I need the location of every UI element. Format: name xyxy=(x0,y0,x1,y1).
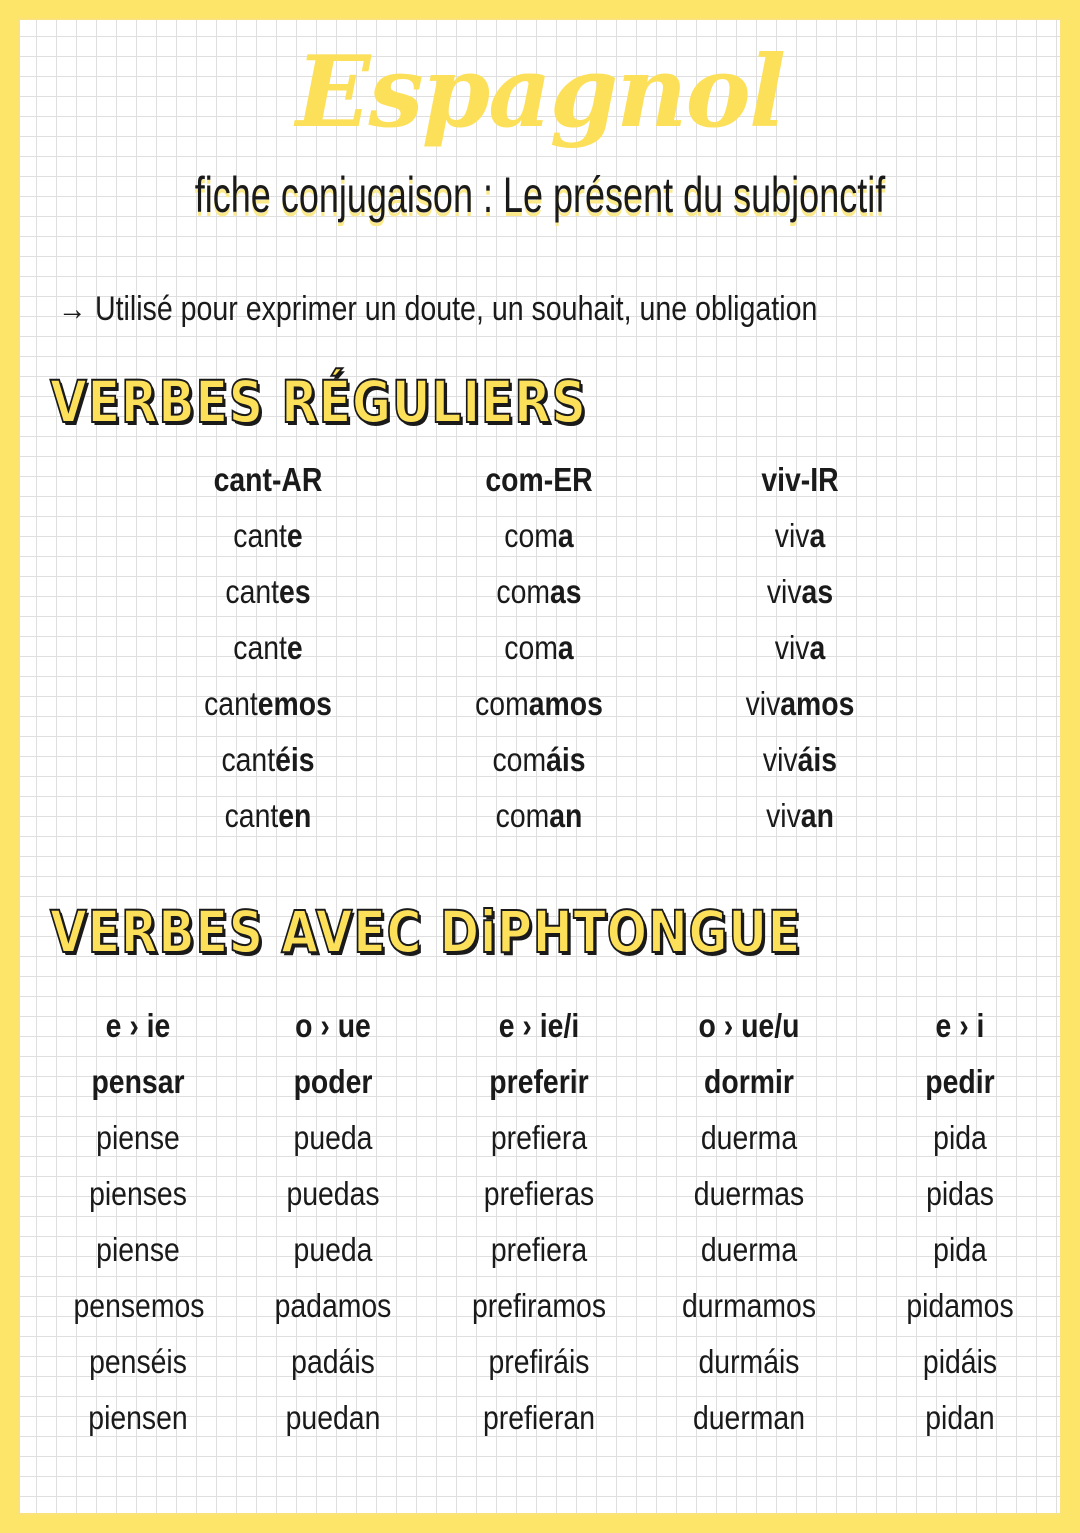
conjugation-form: duerma xyxy=(700,1231,798,1268)
conjugation-form: vivas xyxy=(766,573,834,610)
conjugation-form: pueda xyxy=(293,1231,373,1268)
conjugation-form: padamos xyxy=(274,1287,392,1324)
conjugation-form: piensen xyxy=(88,1399,188,1436)
diphthong-column-o-ue-u xyxy=(676,998,822,1446)
infinitive: dormir xyxy=(704,1063,794,1100)
infinitive: pedir xyxy=(925,1063,995,1100)
conjugation-form: pueda xyxy=(293,1119,373,1156)
column-header: e › i xyxy=(935,1007,985,1044)
conjugation-form: cantéis xyxy=(221,741,315,778)
conjugation-form: pensemos xyxy=(73,1287,205,1324)
column-header: o › ue xyxy=(295,1007,371,1044)
regular-column-er xyxy=(453,452,625,844)
conjugation-form: piense xyxy=(96,1119,180,1156)
conjugation-form: cante xyxy=(233,629,303,666)
section-title-diphthong: VERBES AVEC DiPHTONGUE xyxy=(50,898,802,966)
conjugation-form: duermas xyxy=(693,1175,805,1212)
conjugation-form: prefiráis xyxy=(488,1343,590,1380)
column-header: o › ue/u xyxy=(698,1007,800,1044)
column-header: com-ER xyxy=(485,461,593,498)
arrow-right-icon: → xyxy=(58,290,87,328)
page-title: Espagnol xyxy=(295,35,785,150)
section-title-regular: VERBES RÉGULIERS xyxy=(50,368,587,436)
conjugation-form: durmáis xyxy=(698,1343,800,1380)
diphthong-column-e-ie xyxy=(74,998,203,1446)
conjugation-form: viva xyxy=(774,629,826,666)
conjugation-form: puedan xyxy=(285,1399,381,1436)
column-header: viv-IR xyxy=(761,461,839,498)
infinitive: pensar xyxy=(91,1063,185,1100)
column-header: e › ie xyxy=(105,1007,171,1044)
worksheet-page xyxy=(18,18,1062,1515)
conjugation-form: cantes xyxy=(225,573,311,610)
conjugation-form: comáis xyxy=(492,741,586,778)
conjugation-form: cante xyxy=(233,517,303,554)
column-header: e › ie/i xyxy=(498,1007,580,1044)
conjugation-form: prefieran xyxy=(482,1399,596,1436)
conjugation-form: pienses xyxy=(89,1175,187,1212)
conjugation-form: vivan xyxy=(766,797,834,834)
infinitive: poder xyxy=(293,1063,373,1100)
conjugation-form: piense xyxy=(96,1231,180,1268)
conjugation-form: pidamos xyxy=(906,1287,1014,1324)
conjugation-form: pidan xyxy=(925,1399,995,1436)
diphthong-column-e-i xyxy=(896,998,1025,1446)
conjugation-form: coma xyxy=(504,629,574,666)
conjugation-form: vivamos xyxy=(745,685,855,722)
conjugation-form: padáis xyxy=(291,1343,375,1380)
usage-note-text: Utilisé pour exprimer un doute, un souhait, une obligation xyxy=(94,290,818,328)
conjugation-form: canten xyxy=(224,797,312,834)
conjugation-form: coman xyxy=(495,797,583,834)
conjugation-form: durmamos xyxy=(681,1287,817,1324)
conjugation-form: prefiramos xyxy=(471,1287,607,1324)
diphthong-column-e-ie-i xyxy=(466,998,612,1446)
page-subtitle: fiche conjugaison : Le présent du subjonctif xyxy=(194,167,886,223)
conjugation-form: duerman xyxy=(692,1399,806,1436)
conjugation-form: viva xyxy=(774,517,826,554)
conjugation-form: prefiera xyxy=(490,1119,588,1156)
column-header: cant-AR xyxy=(213,461,323,498)
conjugation-form: pida xyxy=(933,1231,987,1268)
conjugation-form: viváis xyxy=(762,741,838,778)
regular-column-ir xyxy=(714,452,886,844)
conjugation-form: comas xyxy=(496,573,582,610)
conjugation-form: duerma xyxy=(700,1119,798,1156)
conjugation-form: prefiera xyxy=(490,1231,588,1268)
conjugation-form: pidáis xyxy=(922,1343,998,1380)
conjugation-form: pida xyxy=(933,1119,987,1156)
diphthong-column-o-ue xyxy=(269,998,398,1446)
conjugation-form: comamos xyxy=(475,685,603,722)
conjugation-form: cantemos xyxy=(204,685,332,722)
conjugation-form: prefieras xyxy=(483,1175,595,1212)
conjugation-form: puedas xyxy=(286,1175,380,1212)
usage-note xyxy=(58,290,817,329)
regular-column-ar xyxy=(182,452,354,844)
conjugation-form: penséis xyxy=(89,1343,187,1380)
infinitive: preferir xyxy=(489,1063,589,1100)
conjugation-form: coma xyxy=(504,517,574,554)
conjugation-form: pidas xyxy=(926,1175,994,1212)
